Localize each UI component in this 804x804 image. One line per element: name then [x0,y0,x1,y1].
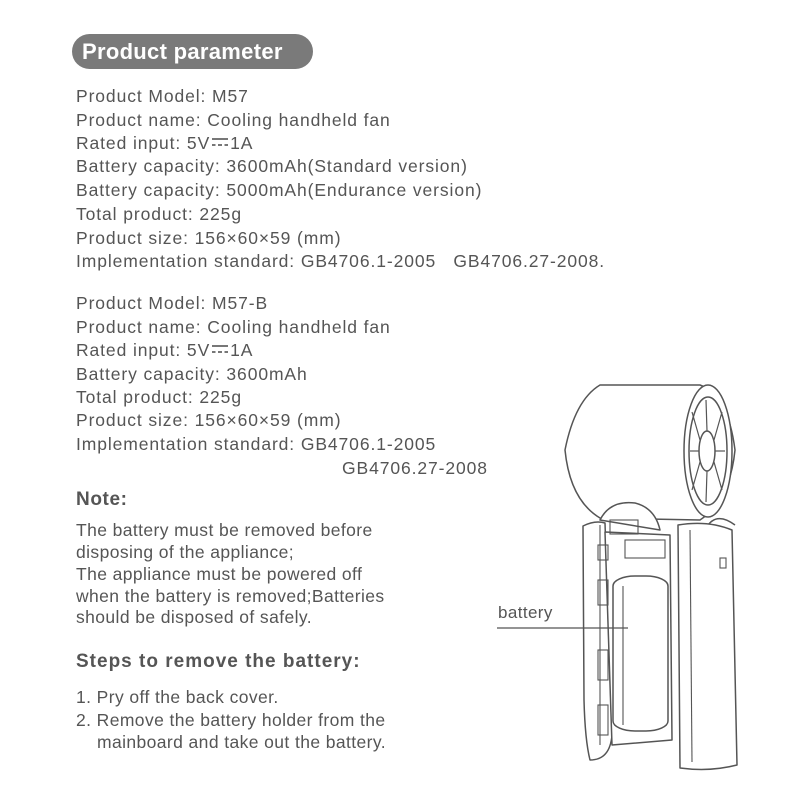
spec1-standard: Implementation standard: GB4706.1-2005 GB4706.27-2008. [76,251,606,271]
spec2-size: Product size: 156×60×59 (mm) [76,410,342,430]
handheld-fan-icon [490,370,750,780]
spec2-total: Total product: 225g [76,387,242,407]
spec2-standard: Implementation standard: GB4706.1-2005 [76,434,437,454]
note-title: Note: [76,489,128,510]
spec1-battery-endurance: Battery capacity: 5000mAh(Endurance version) [76,180,483,200]
step-item: mainboard and take out the battery. [97,732,386,752]
spec2-rated-input [76,340,253,361]
dc-symbol-icon [211,137,229,147]
spec2-name: Product name: Cooling handheld fan [76,317,391,337]
battery-label: battery [498,603,553,622]
note-line: when the battery is removed;Batteries [76,586,385,606]
note-line: should be disposed of safely. [76,607,313,627]
spec1-rated-input [76,133,253,154]
dc-symbol-icon [211,344,229,354]
spec2-battery: Battery capacity: 3600mAh [76,364,308,384]
spec1-size: Product size: 156×60×59 (mm) [76,228,342,248]
step-item: 2. Remove the battery holder from the [76,710,386,730]
spec1-battery-standard: Battery capacity: 3600mAh(Standard version) [76,156,468,176]
spec1-rated-suffix: 1A [230,133,254,153]
spec1-rated-prefix: Rated input: 5V [76,133,211,153]
section-title: Product parameter [82,39,283,64]
spec2-rated-suffix: 1A [230,340,254,360]
section-title-pill [72,34,313,69]
step-item: 1. Pry off the back cover. [76,687,279,707]
spec2-standard-cont: GB4706.27-2008 [342,458,488,478]
spec2-rated-prefix: Rated input: 5V [76,340,211,360]
spec1-total: Total product: 225g [76,204,242,224]
steps-title: Steps to remove the battery: [76,651,361,672]
spec2-model: Product Model: M57-B [76,293,269,313]
spec1-model: Product Model: M57 [76,86,249,106]
note-line: The appliance must be powered off [76,564,363,584]
note-line: disposing of the appliance; [76,542,295,562]
spec1-name: Product name: Cooling handheld fan [76,110,391,130]
note-line: The battery must be removed before [76,520,373,540]
